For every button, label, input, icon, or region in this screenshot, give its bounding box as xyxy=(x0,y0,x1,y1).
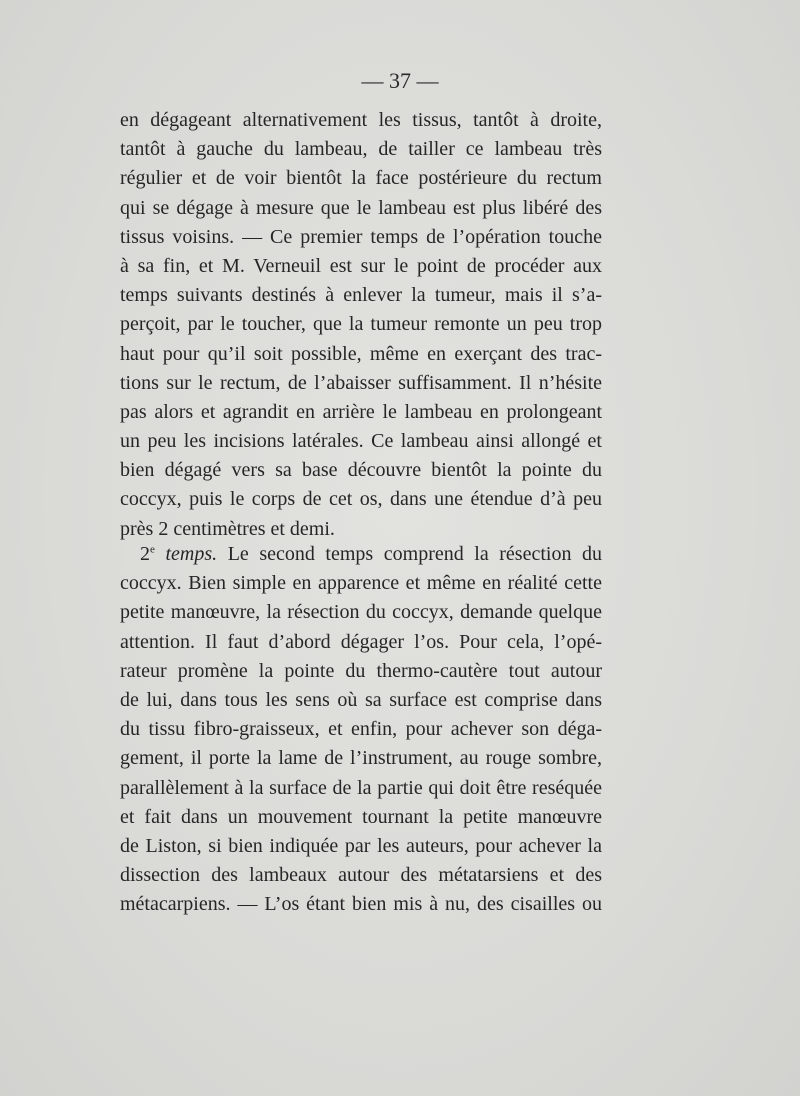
text-line: coccyx, puis le corps de cet os, dans une étendue d’à peu xyxy=(120,488,602,511)
text-line: haut pour qu’il soit possible, même en exerçant des trac- xyxy=(120,342,602,365)
text-line: temps suivants destinés à enlever la tumeur, mais il s’a- xyxy=(120,284,602,307)
text-line: gement, il porte la lame de l’instrument, au rouge sombre, xyxy=(120,747,602,770)
paragraph-2 xyxy=(120,540,602,919)
text-line: en dégageant alternativement les tissus, tantôt à droite, xyxy=(120,109,602,131)
text-line: un peu les incisions latérales. Ce lambeau ainsi allongé et xyxy=(120,430,602,453)
section-heading-line xyxy=(120,540,602,569)
text-line: dissection des lambeaux autour des métatarsiens et des xyxy=(120,864,602,887)
text-line: à sa fin, et M. Verneuil est sur le point de procéder aux xyxy=(120,254,602,277)
text-line: petite manœuvre, la résection du coccyx, demande quelque xyxy=(120,601,602,624)
text-line: de lui, dans tous les sens où sa surface est comprise dans xyxy=(120,688,602,711)
section-heading: temps. xyxy=(165,543,218,565)
text-line: métacarpiens. — L’os étant bien mis à nu, des cisailles ou xyxy=(120,893,602,916)
text-line: coccyx. Bien simple en apparence et même en réalité cette xyxy=(120,572,602,595)
text-line: bien dégagé vers sa base découvre bientôt la pointe du xyxy=(120,459,602,482)
text-line: perçoit, par le toucher, que la tumeur remonte un peu trop xyxy=(120,313,602,336)
text-line: tantôt à gauche du lambeau, de tailler ce lambeau très xyxy=(120,138,602,161)
text-line: de Liston, si bien indiquée par les auteurs, pour achever la xyxy=(120,834,602,857)
page-number: — 37 — xyxy=(361,68,439,93)
section-number-superscript: e xyxy=(150,543,155,556)
text-line: tissus voisins. — Ce premier temps de l’opération touche xyxy=(120,225,602,248)
text-line: régulier et de voir bientôt la face postérieure du rectum xyxy=(120,167,602,190)
text-line: Le second temps comprend la résection du xyxy=(227,543,603,565)
text-line: et fait dans un mouvement tournant la petite manœuvre xyxy=(120,805,602,828)
text-line: qui se dégage à mesure que le lambeau est plus libéré des xyxy=(120,196,602,219)
text-line: rateur promène la pointe du thermo-cautère tout autour xyxy=(120,659,602,682)
paragraph-1 xyxy=(120,106,602,544)
text-line: tions sur le rectum, de l’abaisser suffisamment. Il n’hésite xyxy=(120,371,602,394)
text-line: attention. Il faut d’abord dégager l’os. Pour cela, l’opé- xyxy=(120,630,602,653)
text-line: du tissu fibro-graisseux, et enfin, pour achever son déga- xyxy=(120,718,602,741)
section-number: 2 xyxy=(140,543,150,565)
text-line: pas alors et agrandit en arrière le lambeau en prolongeant xyxy=(120,400,602,423)
text-line: parallèlement à la surface de la partie qui doit être reséquée xyxy=(120,776,602,799)
text-line: près 2 centimètres et demi. xyxy=(120,517,335,540)
